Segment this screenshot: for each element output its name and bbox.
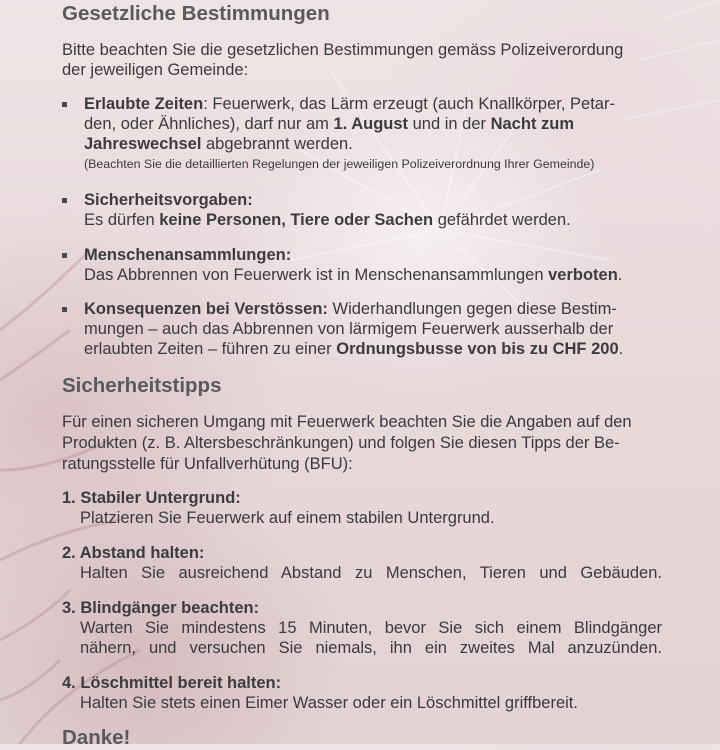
list-item-line: Erlaubte Zeiten: Feuerwerk, das Lärm erzeugt (auch Knallkörper, Petar-: [84, 95, 615, 113]
tip-text: Halten Sie stets einen Eimer Wasser oder ein Löschmittel griffbereit.: [80, 694, 578, 712]
tip-text: Halten Sie ausreichend Abstand zu Menschen, Tieren und Gebäuden.: [80, 564, 662, 582]
section-title-thanks: Danke!: [62, 726, 131, 749]
tip-title: 3. Blindgänger beachten:: [62, 599, 260, 617]
tip-text: Platzieren Sie Feuerwerk auf einem stabilen Untergrund.: [80, 509, 495, 527]
section-title-legal: Gesetzliche Bestimmungen: [62, 2, 330, 25]
tip-text: nähern, und versuchen Sie niemals, ihn ein zweites Mal anzuzünden.: [80, 639, 662, 657]
list-item-line: den, oder Ähnliches), darf nur am 1. August und in der Nacht zum: [84, 115, 575, 133]
tips-intro-line: Produkten (z. B. Altersbeschränkungen) und folgen Sie diesen Tipps der Be-: [62, 434, 620, 452]
list-item-label: Sicherheitsvorgaben:: [84, 191, 253, 209]
list-item-sicherheitsvorgaben: [62, 190, 662, 230]
bullet-icon: [62, 253, 67, 258]
bullet-icon: [62, 198, 67, 203]
list-item-label: Menschenansammlungen:: [84, 246, 292, 264]
bullet-icon: [62, 307, 67, 312]
section-title-tips: Sicherheitstipps: [62, 374, 222, 397]
legal-intro-line: der jeweiligen Gemeinde:: [62, 61, 249, 79]
list-item-konsequenzen: [62, 299, 662, 359]
list-item-line: mungen – auch das Abbrennen von lärmigem Feuerwerk ausserhalb der: [84, 320, 614, 338]
tip-title: 1. Stabiler Untergrund:: [62, 489, 241, 507]
bullet-icon: [62, 102, 67, 107]
list-item-line: erlaubten Zeiten – führen zu einer Ordnungsbusse von bis zu CHF 200.: [84, 340, 624, 358]
list-item-menschenansammlungen: [62, 245, 662, 285]
tips-intro-line: Für einen sicheren Umgang mit Feuerwerk beachten Sie die Angaben auf den: [62, 413, 632, 431]
tip-text: Warten Sie mindestens 15 Minuten, bevor Sie sich einem Blindgänger: [80, 619, 662, 637]
list-item-line: Es dürfen keine Personen, Tiere oder Sachen gefährdet werden.: [84, 211, 571, 229]
tip-item-loeschmittel: [62, 673, 662, 713]
tips-intro-line: ratungsstelle für Unfallverhütung (BFU):: [62, 455, 353, 473]
tip-title: 4. Löschmittel bereit halten:: [62, 674, 282, 692]
list-item-line: Konsequenzen bei Verstössen: Widerhandlungen gegen diese Bestim-: [84, 300, 617, 318]
list-item-line: Jahreswechsel abgebrannt werden.: [84, 135, 353, 153]
legal-intro-line: Bitte beachten Sie die gesetzlichen Bestimmungen gemäss Polizeiverordung: [62, 41, 624, 59]
tip-item-abstand: [62, 543, 662, 583]
list-item-erlaubte-zeiten: [62, 94, 662, 172]
tip-item-blindgaenger: [62, 598, 662, 658]
list-item-line: Das Abbrennen von Feuerwerk ist in Menschenansammlungen verboten.: [84, 266, 623, 284]
list-item-note: (Beachten Sie die detaillierten Regelungen der jeweiligen Polizeiverordnung Ihrer Gemeinde): [84, 157, 595, 171]
tip-item-untergrund: [62, 488, 662, 528]
tip-title: 2. Abstand halten:: [62, 544, 205, 562]
